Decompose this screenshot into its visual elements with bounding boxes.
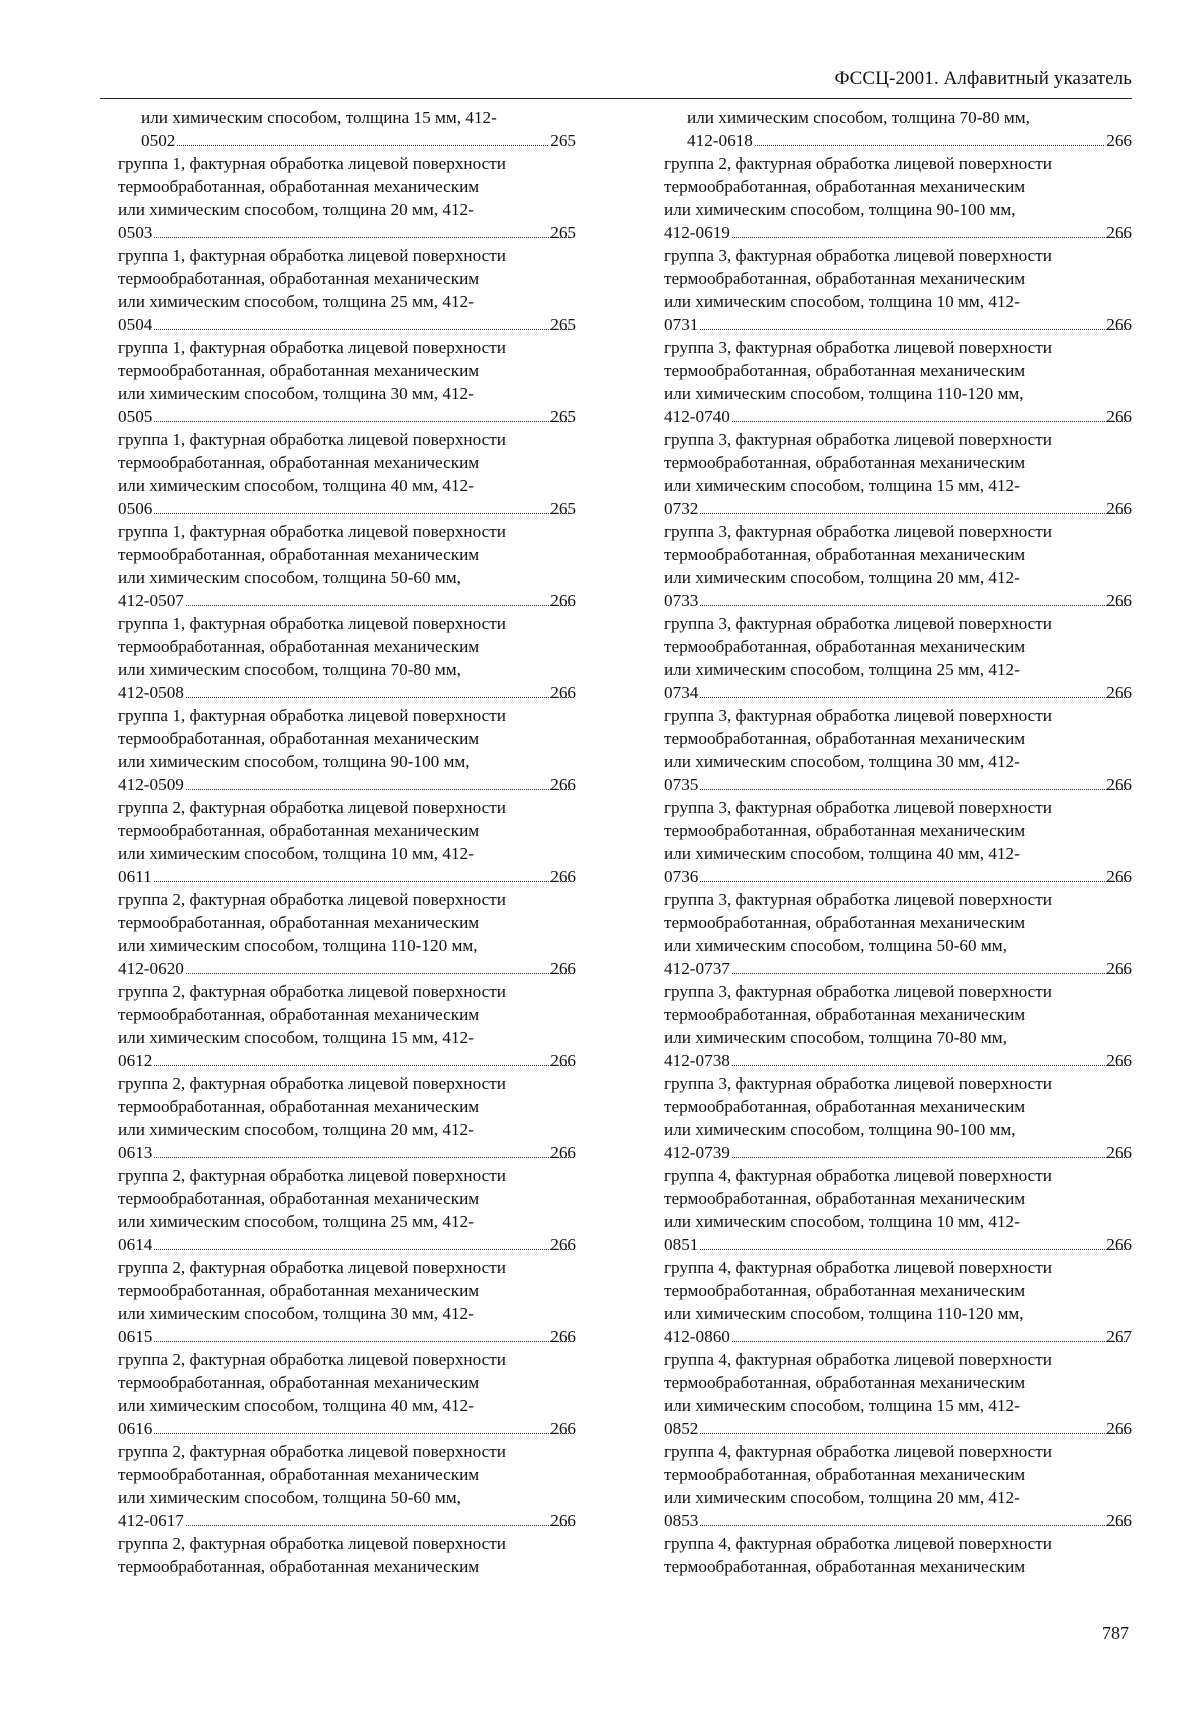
index-entry bbox=[118, 980, 576, 1072]
entry-text-line: или химическим способом, толщина 25 мм, 412- bbox=[118, 1212, 474, 1231]
index-entry bbox=[118, 888, 576, 980]
entry-text-line: группа 4, фактурная обработка лицевой поверхности bbox=[664, 1166, 1052, 1185]
entry-text-line: или химическим способом, толщина 30 мм, 412- bbox=[118, 1304, 474, 1323]
dot-leader bbox=[732, 1341, 1127, 1342]
entry-code: 0612 bbox=[118, 1051, 153, 1070]
page-reference: 266 bbox=[550, 1143, 576, 1162]
entry-code: 0734 bbox=[664, 683, 699, 702]
index-entry bbox=[118, 1256, 576, 1348]
entry-text-line: термообработанная, обработанная механическим bbox=[118, 1281, 480, 1300]
entry-code-line bbox=[664, 1141, 1132, 1164]
entry-text-line: группа 1, фактурная обработка лицевой поверхности bbox=[118, 246, 506, 265]
entry-text-line: или химическим способом, толщина 90-100 мм, bbox=[664, 1120, 1016, 1139]
right-column bbox=[664, 106, 1132, 1578]
entry-code: 412-0508 bbox=[118, 683, 184, 702]
index-entry bbox=[664, 980, 1132, 1072]
entry-code-line bbox=[118, 865, 576, 888]
entry-text-line: или химическим способом, толщина 40 мм, 412- bbox=[118, 1396, 474, 1415]
entry-text-line: термообработанная, обработанная механическим bbox=[118, 637, 480, 656]
entry-code-line bbox=[118, 313, 576, 336]
index-entry bbox=[664, 1072, 1132, 1164]
entry-text-line: или химическим способом, толщина 110-120 мм, bbox=[118, 936, 478, 955]
entry-text-line: или химическим способом, толщина 15 мм, 412- bbox=[664, 476, 1020, 495]
page-reference: 266 bbox=[1106, 1143, 1132, 1162]
index-entry bbox=[664, 1532, 1132, 1578]
entry-text-line: или химическим способом, толщина 20 мм, 412- bbox=[118, 1120, 474, 1139]
entry-text-line: группа 4, фактурная обработка лицевой поверхности bbox=[664, 1258, 1052, 1277]
entry-text-line: термообработанная, обработанная механическим bbox=[118, 269, 480, 288]
page-reference: 265 bbox=[550, 499, 576, 518]
index-entry bbox=[118, 520, 576, 612]
left-column bbox=[118, 106, 576, 1578]
entry-text-line: термообработанная, обработанная механическим bbox=[664, 177, 1026, 196]
entry-code-line bbox=[664, 865, 1132, 888]
index-entry-continued bbox=[141, 106, 576, 152]
entry-text-line: или химическим способом, толщина 70-80 мм, bbox=[664, 1028, 1007, 1047]
entry-code: 412-0739 bbox=[664, 1143, 730, 1162]
entry-text-line: группа 1, фактурная обработка лицевой поверхности bbox=[118, 706, 506, 725]
entry-code-line bbox=[118, 1509, 576, 1532]
entry-code: 0611 bbox=[118, 867, 152, 886]
entry-text-line: группа 4, фактурная обработка лицевой поверхности bbox=[664, 1534, 1052, 1553]
entry-text-line: термообработанная, обработанная механическим bbox=[118, 729, 480, 748]
entry-text-line: термообработанная, обработанная механическим bbox=[118, 1189, 480, 1208]
index-entry bbox=[664, 1164, 1132, 1256]
entry-text-line: термообработанная, обработанная механическим bbox=[664, 637, 1026, 656]
entry-code-line bbox=[118, 1141, 576, 1164]
dot-leader bbox=[700, 881, 1127, 882]
index-entry bbox=[664, 704, 1132, 796]
entry-code-line bbox=[118, 1325, 576, 1348]
index-entry bbox=[118, 796, 576, 888]
page-reference: 266 bbox=[1106, 1511, 1132, 1530]
dot-leader bbox=[154, 1157, 571, 1158]
entry-text-line: группа 2, фактурная обработка лицевой поверхности bbox=[118, 1166, 506, 1185]
page-reference: 266 bbox=[550, 683, 576, 702]
dot-leader bbox=[154, 1341, 571, 1342]
entry-text-line: группа 3, фактурная обработка лицевой поверхности bbox=[664, 430, 1052, 449]
dot-leader bbox=[154, 1249, 571, 1250]
entry-text-line: группа 4, фактурная обработка лицевой поверхности bbox=[664, 1442, 1052, 1461]
entry-text-line: термообработанная, обработанная механическим bbox=[118, 1097, 480, 1116]
page-reference: 266 bbox=[1106, 591, 1132, 610]
index-entry-continued bbox=[687, 106, 1132, 152]
entry-code-line bbox=[664, 221, 1132, 244]
entry-code: 0506 bbox=[118, 499, 153, 518]
entry-code-line bbox=[118, 1417, 576, 1440]
entry-text-line: или химическим способом, толщина 25 мм, 412- bbox=[664, 660, 1020, 679]
entry-text-line: термообработанная, обработанная механическим bbox=[118, 361, 480, 380]
index-entry bbox=[664, 1440, 1132, 1532]
entry-code: 0852 bbox=[664, 1419, 699, 1438]
entry-text-line: или химическим способом, толщина 20 мм, 412- bbox=[118, 200, 474, 219]
page-reference: 266 bbox=[550, 867, 576, 886]
page-reference: 266 bbox=[550, 1327, 576, 1346]
dot-leader bbox=[154, 1065, 571, 1066]
page-reference: 265 bbox=[550, 223, 576, 242]
entry-text-line: группа 2, фактурная обработка лицевой поверхности bbox=[664, 154, 1052, 173]
index-entry bbox=[664, 336, 1132, 428]
entry-code-line bbox=[664, 681, 1132, 704]
entry-code: 0613 bbox=[118, 1143, 153, 1162]
entry-text-line: термообработанная, обработанная механическим bbox=[664, 729, 1026, 748]
entry-text-line: или химическим способом, толщина 10 мм, 412- bbox=[664, 1212, 1020, 1231]
entry-code: 0615 bbox=[118, 1327, 153, 1346]
page-reference: 266 bbox=[1106, 775, 1132, 794]
entry-text-line: группа 2, фактурная обработка лицевой поверхности bbox=[118, 1258, 506, 1277]
entry-text-line: или химическим способом, толщина 40 мм, 412- bbox=[118, 476, 474, 495]
entry-text-line: или химическим способом, толщина 10 мм, 412- bbox=[664, 292, 1020, 311]
index-entry bbox=[664, 244, 1132, 336]
index-entry bbox=[664, 152, 1132, 244]
page-reference: 266 bbox=[1106, 1051, 1132, 1070]
page-reference: 266 bbox=[550, 1511, 576, 1530]
entry-text-line: термообработанная, обработанная механическим bbox=[118, 1557, 480, 1576]
index-entry bbox=[664, 520, 1132, 612]
dot-leader bbox=[732, 237, 1127, 238]
entry-text-line: группа 3, фактурная обработка лицевой поверхности bbox=[664, 614, 1052, 633]
page-reference: 266 bbox=[550, 591, 576, 610]
entry-code: 0735 bbox=[664, 775, 699, 794]
entry-code-line bbox=[687, 129, 1132, 152]
dot-leader bbox=[732, 973, 1127, 974]
entry-code: 412-0619 bbox=[664, 223, 730, 242]
entry-text-line: или химическим способом, толщина 20 мм, 412- bbox=[664, 568, 1020, 587]
entry-text-line: или химическим способом, толщина 15 мм, 412- bbox=[141, 108, 497, 127]
entry-text-line: термообработанная, обработанная механическим bbox=[118, 1465, 480, 1484]
entry-text-line: термообработанная, обработанная механическим bbox=[118, 913, 480, 932]
dot-leader bbox=[154, 421, 571, 422]
entry-code-line bbox=[118, 589, 576, 612]
entry-text-line: термообработанная, обработанная механическим bbox=[118, 821, 480, 840]
entry-code: 412-0617 bbox=[118, 1511, 184, 1530]
dot-leader bbox=[700, 1433, 1127, 1434]
index-entry bbox=[664, 1256, 1132, 1348]
entry-code-line bbox=[141, 129, 576, 152]
entry-code: 412-0860 bbox=[664, 1327, 730, 1346]
entry-text-line: термообработанная, обработанная механическим bbox=[664, 1373, 1026, 1392]
index-entry bbox=[118, 244, 576, 336]
dot-leader bbox=[154, 513, 571, 514]
entry-text-line: или химическим способом, толщина 90-100 мм, bbox=[118, 752, 470, 771]
entry-text-line: группа 1, фактурная обработка лицевой поверхности bbox=[118, 522, 506, 541]
entry-text-line: или химическим способом, толщина 110-120 мм, bbox=[664, 384, 1024, 403]
entry-text-line: термообработанная, обработанная механическим bbox=[664, 1097, 1026, 1116]
entry-text-line: или химическим способом, толщина 40 мм, 412- bbox=[664, 844, 1020, 863]
entry-code: 412-0507 bbox=[118, 591, 184, 610]
entry-code: 412-0509 bbox=[118, 775, 184, 794]
entry-text-line: термообработанная, обработанная механическим bbox=[664, 1465, 1026, 1484]
dot-leader bbox=[154, 881, 571, 882]
entry-code: 0853 bbox=[664, 1511, 699, 1530]
entry-text-line: термообработанная, обработанная механическим bbox=[118, 545, 480, 564]
entry-code-line bbox=[118, 1233, 576, 1256]
index-entry bbox=[118, 1440, 576, 1532]
entry-code-line bbox=[664, 773, 1132, 796]
entry-code: 412-0738 bbox=[664, 1051, 730, 1070]
entry-code: 0733 bbox=[664, 591, 699, 610]
entry-text-line: или химическим способом, толщина 10 мм, 412- bbox=[118, 844, 474, 863]
entry-text-line: группа 3, фактурная обработка лицевой поверхности bbox=[664, 890, 1052, 909]
entry-text-line: термообработанная, обработанная механическим bbox=[664, 453, 1026, 472]
entry-text-line: группа 1, фактурная обработка лицевой поверхности bbox=[118, 614, 506, 633]
index-entry bbox=[118, 1532, 576, 1578]
entry-code-line bbox=[664, 589, 1132, 612]
dot-leader bbox=[154, 329, 571, 330]
entry-code: 0614 bbox=[118, 1235, 153, 1254]
entry-text-line: или химическим способом, толщина 50-60 мм, bbox=[664, 936, 1007, 955]
entry-text-line: или химическим способом, толщина 50-60 мм, bbox=[118, 1488, 461, 1507]
page-reference: 266 bbox=[1106, 315, 1132, 334]
dot-leader bbox=[154, 1433, 571, 1434]
dot-leader bbox=[700, 697, 1127, 698]
index-entry bbox=[118, 1348, 576, 1440]
entry-text-line: или химическим способом, толщина 30 мм, 412- bbox=[118, 384, 474, 403]
entry-text-line: или химическим способом, толщина 50-60 мм, bbox=[118, 568, 461, 587]
entry-text-line: группа 3, фактурная обработка лицевой поверхности bbox=[664, 982, 1052, 1001]
index-entry bbox=[118, 152, 576, 244]
entry-text-line: термообработанная, обработанная механическим bbox=[118, 453, 480, 472]
page-reference: 266 bbox=[1106, 131, 1132, 150]
page-reference: 266 bbox=[550, 959, 576, 978]
dot-leader bbox=[186, 1525, 571, 1526]
dot-leader bbox=[186, 973, 571, 974]
page-reference: 266 bbox=[550, 1235, 576, 1254]
entry-text-line: группа 3, фактурная обработка лицевой поверхности bbox=[664, 522, 1052, 541]
entry-text-line: или химическим способом, толщина 110-120 мм, bbox=[664, 1304, 1024, 1323]
dot-leader bbox=[700, 1525, 1127, 1526]
page-header bbox=[100, 64, 1132, 102]
entry-text-line: группа 2, фактурная обработка лицевой поверхности bbox=[118, 890, 506, 909]
dot-leader bbox=[700, 1249, 1127, 1250]
entry-code-line bbox=[118, 773, 576, 796]
page-reference: 266 bbox=[1106, 867, 1132, 886]
entry-code-line bbox=[664, 1509, 1132, 1532]
entry-text-line: или химическим способом, толщина 15 мм, 412- bbox=[664, 1396, 1020, 1415]
entry-code-line bbox=[118, 1049, 576, 1072]
index-entry bbox=[118, 428, 576, 520]
entry-text-line: термообработанная, обработанная механическим bbox=[664, 361, 1026, 380]
dot-leader bbox=[177, 145, 548, 146]
entry-text-line: группа 2, фактурная обработка лицевой поверхности bbox=[118, 1442, 506, 1461]
dot-leader bbox=[700, 329, 1127, 330]
dot-leader bbox=[186, 789, 571, 790]
entry-code: 0616 bbox=[118, 1419, 153, 1438]
page-reference: 266 bbox=[1106, 499, 1132, 518]
dot-leader bbox=[700, 789, 1127, 790]
entry-code: 0736 bbox=[664, 867, 699, 886]
page-reference: 266 bbox=[1106, 683, 1132, 702]
entry-text-line: группа 3, фактурная обработка лицевой поверхности bbox=[664, 798, 1052, 817]
page-reference: 265 bbox=[550, 407, 576, 426]
entry-text-line: группа 2, фактурная обработка лицевой поверхности bbox=[118, 1350, 506, 1369]
entry-text-line: или химическим способом, толщина 20 мм, 412- bbox=[664, 1488, 1020, 1507]
entry-text-line: или химическим способом, толщина 70-80 мм, bbox=[687, 108, 1030, 127]
entry-code: 0732 bbox=[664, 499, 699, 518]
entry-text-line: группа 3, фактурная обработка лицевой поверхности bbox=[664, 246, 1052, 265]
index-entry bbox=[664, 796, 1132, 888]
dot-leader bbox=[732, 1065, 1127, 1066]
entry-text-line: термообработанная, обработанная механическим bbox=[118, 177, 480, 196]
entry-code: 412-0737 bbox=[664, 959, 730, 978]
dot-leader bbox=[700, 605, 1127, 606]
page-reference: 267 bbox=[1106, 1327, 1132, 1346]
entry-text-line: термообработанная, обработанная механическим bbox=[664, 821, 1026, 840]
entry-code: 0503 bbox=[118, 223, 153, 242]
entry-text-line: или химическим способом, толщина 30 мм, 412- bbox=[664, 752, 1020, 771]
entry-code-line bbox=[664, 497, 1132, 520]
entry-text-line: термообработанная, обработанная механическим bbox=[664, 1005, 1026, 1024]
entry-text-line: группа 3, фактурная обработка лицевой поверхности bbox=[664, 1074, 1052, 1093]
entry-code: 0505 bbox=[118, 407, 153, 426]
entry-text-line: термообработанная, обработанная механическим bbox=[118, 1005, 480, 1024]
index-entry bbox=[118, 1164, 576, 1256]
header-rule bbox=[100, 98, 1132, 99]
index-entry bbox=[664, 888, 1132, 980]
entry-text-line: группа 3, фактурная обработка лицевой поверхности bbox=[664, 338, 1052, 357]
page-reference: 265 bbox=[550, 315, 576, 334]
entry-code: 0502 bbox=[141, 131, 176, 150]
dot-leader bbox=[755, 145, 1104, 146]
entry-text-line: термообработанная, обработанная механическим bbox=[664, 1557, 1026, 1576]
entry-text-line: группа 2, фактурная обработка лицевой поверхности bbox=[118, 1074, 506, 1093]
entry-code-line bbox=[664, 957, 1132, 980]
page-reference: 266 bbox=[1106, 1419, 1132, 1438]
page-reference: 266 bbox=[1106, 1235, 1132, 1254]
page-reference: 266 bbox=[550, 1419, 576, 1438]
page-reference: 266 bbox=[1106, 959, 1132, 978]
index-entry bbox=[664, 612, 1132, 704]
entry-code-line bbox=[664, 1325, 1132, 1348]
entry-code: 412-0740 bbox=[664, 407, 730, 426]
entry-text-line: группа 2, фактурная обработка лицевой поверхности bbox=[118, 982, 506, 1001]
entry-text-line: группа 4, фактурная обработка лицевой поверхности bbox=[664, 1350, 1052, 1369]
entry-text-line: или химическим способом, толщина 25 мм, 412- bbox=[118, 292, 474, 311]
entry-code: 412-0620 bbox=[118, 959, 184, 978]
index-entry bbox=[118, 704, 576, 796]
entry-text-line: термообработанная, обработанная механическим bbox=[664, 545, 1026, 564]
entry-code: 0504 bbox=[118, 315, 153, 334]
dot-leader bbox=[732, 421, 1127, 422]
entry-text-line: или химическим способом, толщина 15 мм, 412- bbox=[118, 1028, 474, 1047]
entry-code: 0851 bbox=[664, 1235, 699, 1254]
entry-code: 412-0618 bbox=[687, 131, 753, 150]
entry-text-line: группа 1, фактурная обработка лицевой поверхности bbox=[118, 338, 506, 357]
index-entry bbox=[664, 428, 1132, 520]
entry-text-line: термообработанная, обработанная механическим bbox=[664, 913, 1026, 932]
entry-text-line: термообработанная, обработанная механическим bbox=[664, 1281, 1026, 1300]
entry-code-line bbox=[118, 221, 576, 244]
page-number: 787 bbox=[1102, 1623, 1129, 1643]
entry-code-line bbox=[664, 1233, 1132, 1256]
page-reference: 265 bbox=[550, 131, 576, 150]
index-entry bbox=[118, 1072, 576, 1164]
entry-text-line: группа 1, фактурная обработка лицевой поверхности bbox=[118, 154, 506, 173]
entry-code-line bbox=[118, 405, 576, 428]
entry-text-line: или химическим способом, толщина 70-80 мм, bbox=[118, 660, 461, 679]
entry-text-line: термообработанная, обработанная механическим bbox=[118, 1373, 480, 1392]
dot-leader bbox=[700, 513, 1127, 514]
entry-code-line bbox=[118, 497, 576, 520]
index-entry bbox=[118, 612, 576, 704]
entry-text-line: группа 1, фактурная обработка лицевой поверхности bbox=[118, 430, 506, 449]
entry-code: 0731 bbox=[664, 315, 699, 334]
dot-leader bbox=[186, 605, 571, 606]
page-reference: 266 bbox=[1106, 407, 1132, 426]
page-reference: 266 bbox=[1106, 223, 1132, 242]
entry-text-line: группа 2, фактурная обработка лицевой поверхности bbox=[118, 1534, 506, 1553]
entry-text-line: или химическим способом, толщина 90-100 мм, bbox=[664, 200, 1016, 219]
index-entry bbox=[118, 336, 576, 428]
index-entry bbox=[664, 1348, 1132, 1440]
entry-text-line: группа 2, фактурная обработка лицевой поверхности bbox=[118, 798, 506, 817]
entry-code-line bbox=[664, 313, 1132, 336]
dot-leader bbox=[732, 1157, 1127, 1158]
entry-code-line bbox=[664, 405, 1132, 428]
entry-code-line bbox=[118, 957, 576, 980]
entry-code-line bbox=[664, 1417, 1132, 1440]
dot-leader bbox=[186, 697, 571, 698]
page-reference: 266 bbox=[550, 775, 576, 794]
entry-text-line: термообработанная, обработанная механическим bbox=[664, 1189, 1026, 1208]
entry-code-line bbox=[118, 681, 576, 704]
running-head: ФССЦ-2001. Алфавитный указатель bbox=[834, 68, 1132, 89]
entry-text-line: группа 3, фактурная обработка лицевой поверхности bbox=[664, 706, 1052, 725]
dot-leader bbox=[154, 237, 571, 238]
page-reference: 266 bbox=[550, 1051, 576, 1070]
entry-code-line bbox=[664, 1049, 1132, 1072]
entry-text-line: термообработанная, обработанная механическим bbox=[664, 269, 1026, 288]
